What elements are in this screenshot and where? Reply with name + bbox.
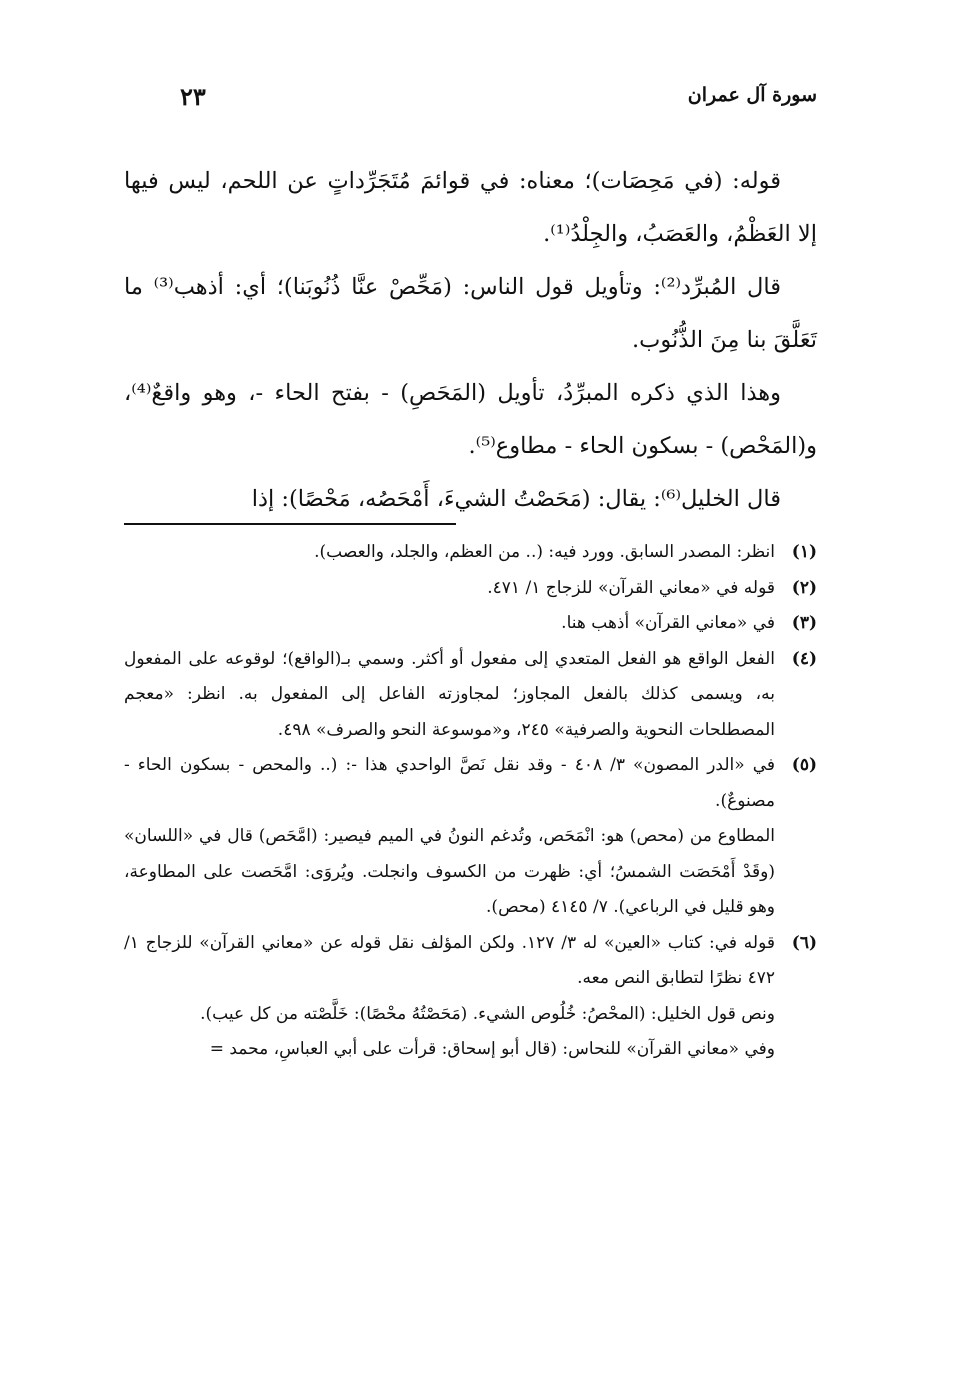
footnote-text: في «الدر المصون» ٣/ ٤٠٨ - وقد نقل نَصَّ الواحدي هذا -: (.. والمحص - بسكون الحاء - مصنوعٌ).	[124, 755, 775, 811]
footnote-number: (١)	[791, 542, 817, 562]
footnote-number: (٦)	[791, 932, 817, 953]
footnote-continuation: وفي «معاني القرآن» للنحاس: (قال أبو إسحاق: قرأت على أبي العباسِ، محمد =	[209, 1039, 775, 1059]
footnote-text: الفعل الواقع هو الفعل المتعدي إلى مفعول أو أكثر. وسمي بـ(الواقع)؛ لوقوعه على المفعول به، ويسمى كذلك بالفعل المجاوز؛ لمجاوزته الفاعل إلى المفعول به. انظر: «معجم المصطلحات النحوية والصرفية» ٢٤٥، و«موسوعة النحو والصرف» ٤٩٨.	[124, 648, 775, 740]
footnote-number: (٣)	[791, 613, 817, 633]
paragraph: وهذا الذي ذكره المبرِّدُ، تأويل (المَحَصِ) - بفتح الحاء -، وهو واقعٌ⁽⁴⁾، و(المَحْص) - بسكون الحاء - مطاوع⁽⁵⁾.	[124, 380, 817, 459]
footnote-continuation: ونص قول الخليل: (المحْصُ: خُلُوص الشيء. (مَحَصْتُهُ محْصًا): خَلَّصْته من كل عيب).	[200, 1003, 775, 1024]
footnote-text: قوله في: كتاب «العين» له ٣/ ١٢٧. ولكن المؤلف نقل قوله عن «معاني القرآن» للزجاج ١/ ٤٧٢ نظرًا لتطابق النص معه.	[124, 932, 775, 988]
footnote-separator	[124, 523, 456, 525]
footnote-number: (٢)	[791, 577, 817, 598]
main-text	[124, 155, 817, 526]
paragraph: قال الخليل⁽⁶⁾: يقال: (مَحَصْتُ الشيءَ، أَمْحَصُه، مَحْصًا): إذا	[251, 486, 781, 512]
footnotes	[124, 535, 817, 1068]
paragraph: قوله: (في مَحِصَات)؛ معناه: في قوائمَ مُتَجَرِّداتٍ عن اللحم، ليس فيها إلا العَظْمُ، والعَصَبُ، والجِلْدُ⁽¹⁾.	[124, 168, 817, 247]
footnote-6	[124, 926, 817, 997]
footnote-number: (٥)	[791, 755, 817, 775]
footnote-5	[124, 748, 817, 819]
footnote-continuation: المطاوع من (محص) هو: انْمَحَص، وتُدغم النونُ في الميم فيصير: (امَّحَص) قال في «اللسان» (وقَدْ أَمْحَصَت الشمسُ؛ أي: ظهرت من الكسوف وانجلت. ويُروَى: امَّحَصت على المطاوعة، وهو قليل في الرباعي). ٧/ ٤١٤٥ (محص).	[124, 826, 775, 917]
footnote-2	[124, 571, 817, 607]
footnote-3	[124, 606, 817, 642]
footnote-1	[124, 535, 817, 571]
page-header	[124, 84, 817, 120]
paragraph: قال المُبرِّد⁽²⁾: وتأويل قول الناس: (مَحِّصْ عنَّا ذُنُوبَنا)؛ أي: أذهب⁽³⁾ ما تَعَلَّقَ بنا مِنَ الذُّنُوب.	[124, 274, 817, 353]
footnote-text: انظر: المصدر السابق. وورد فيه: (.. من العظم، والجلد، والعصب).	[314, 542, 775, 562]
footnote-number: (٤)	[791, 648, 817, 669]
running-title: سورة آل عمران	[687, 84, 817, 106]
page-number: ٢٣	[180, 82, 206, 111]
footnote-4	[124, 642, 817, 749]
footnote-text: قوله في «معاني القرآن» للزجاج ١/ ٤٧١.	[487, 577, 775, 598]
footnote-text: في «معاني القرآن» أذهب هنا.	[561, 613, 775, 633]
